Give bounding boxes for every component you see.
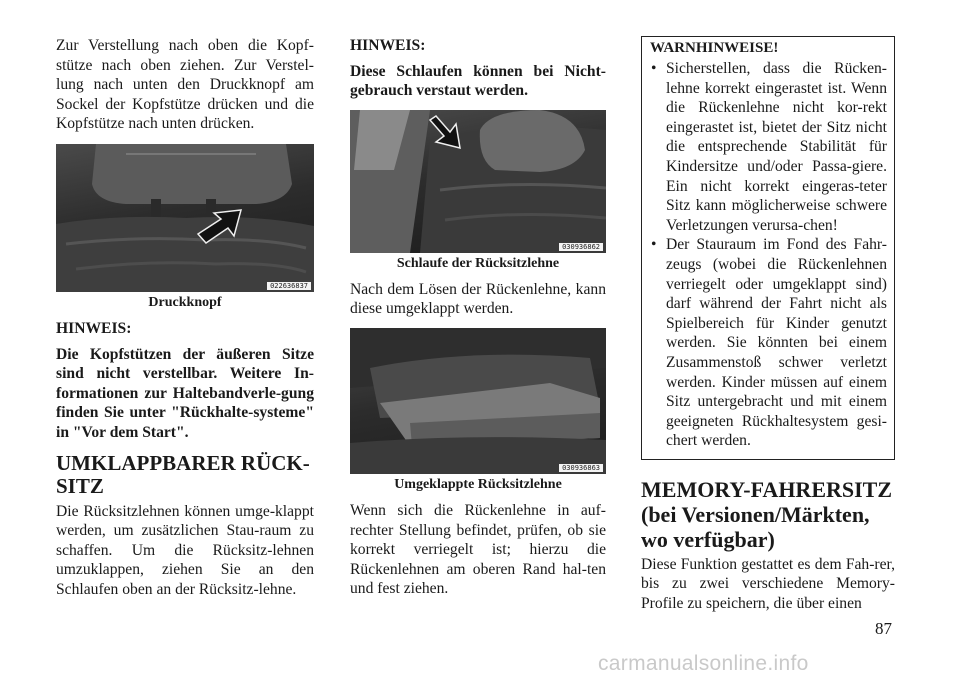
paragraph-fold-seat: Die Rücksitzlehnen können umge-klappt werden, um zusätzlichen Stau-raum zu schaffen. Um die Rücksitz-lehnen umzuklappen, ziehen Sie an den Schlaufen oben an der Rücksitz-lehne. (56, 502, 314, 598)
figure-folded-seat (350, 328, 606, 474)
warning-title: WARNHINWEISE! (650, 40, 779, 56)
folded-seat-photo (350, 328, 606, 474)
seat-loop-photo (350, 110, 606, 253)
figure-code: 022636837 (267, 282, 311, 290)
note-label: HINWEIS: (56, 319, 132, 337)
figure-caption: Schlaufe der Rücksitzlehne (396, 255, 560, 271)
column-left (56, 36, 314, 600)
paragraph-headrest-adjust: Zur Verstellung nach oben die Kopf-stütze nach oben ziehen. Zur Verstel-lung nach unten den Druckknopf am Sockel der Kopfstütze drücken und die Kopfstütze nach unten drücken. (56, 37, 314, 133)
warning-list (650, 59, 887, 451)
watermark: carmanualsonline.info (598, 652, 809, 675)
warning-item: • Sicherstellen, dass die Rücken-lehne korrekt eingerastet ist. Wenn die Rückenlehne nicht kor-rekt eingerastet ist, bietet der Sitz nicht die entsprechende Stabilität für Kindersitze und/oder Passa-giere. Ein nicht korrekt eingeras-teter Sitz kann möglicherweise schwere Verletzungen verursa-chen! (650, 59, 887, 235)
section-heading: MEMORY-FAHRERSITZ (bei Versionen/Märkten, wo verfügbar) (641, 476, 893, 552)
figure-caption: Umgeklappte Rücksitzlehne (394, 476, 562, 492)
page-number: 87 (875, 619, 892, 638)
figure-code: 030936863 (559, 464, 603, 472)
paragraph-check-lock: Wenn sich die Rückenlehne in auf-rechter Stellung befindet, prüfen, ob sie korrekt verriegelt ist; hierzu die Rückenlehnen am oberen Rand hal-ten und fest ziehen. (350, 501, 606, 598)
note-label: HINWEIS: (350, 37, 426, 54)
column-right (641, 36, 895, 614)
headrest-photo (56, 144, 314, 292)
figure-seat-loop (350, 110, 606, 253)
note-text: Diese Schlaufen können bei Nicht-gebrauch verstaut werden. (350, 62, 606, 100)
paragraph-after-release: Nach dem Lösen der Rückenlehne, kann diese umgeklappt werden. (350, 280, 606, 318)
section-heading: UMKLAPPBARER RÜCK-SITZ (56, 450, 310, 498)
figure-headrest-button (56, 144, 314, 292)
figure-code: 030936862 (559, 243, 603, 251)
warning-item: • Der Stauraum im Fond des Fahr-zeugs (wobei die Rückenlehnen verriegelt oder umgeklappt sind) darf während der Fahrt nicht als Spielbereich für Kinder genutzt werden. Sie könnten bei einem Zusammenstoß schwer verletzt werden. Kinder müssen auf einem Sitz untergebracht und mit einem geeigneten Rückhaltesystem gesi-chert werden. (650, 235, 887, 451)
figure-caption: Druckknopf (148, 294, 222, 310)
column-middle (350, 36, 606, 599)
paragraph-memory-seat: Diese Funktion gestattet es dem Fah-rer, bis zu zwei verschiedene Memory-Profile zu speichern, die über einen (641, 555, 895, 613)
warning-box (641, 36, 895, 460)
note-text: Die Kopfstützen der äußeren Sitze sind nicht verstellbar. Weitere In-formationen zur Haltebandverle-gung finden Sie unter "Rückhalte-systeme" in "Vor dem Start". (56, 345, 314, 441)
